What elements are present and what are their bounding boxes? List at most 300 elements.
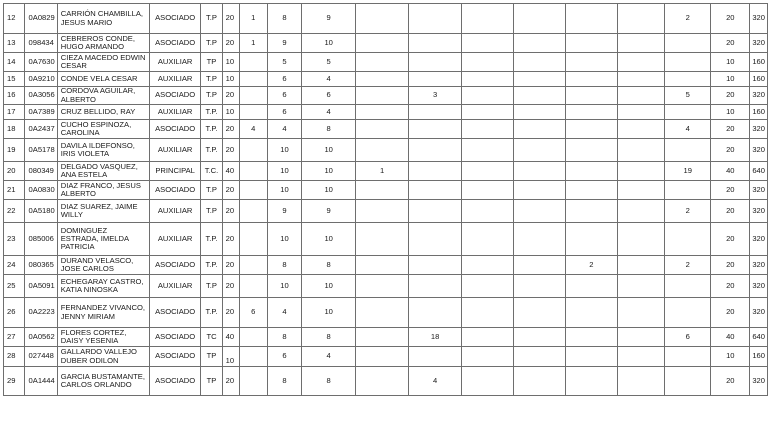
cell-c9 — [618, 4, 665, 34]
teacher-code: 0A0562 — [24, 328, 57, 347]
cell-c9 — [618, 162, 665, 181]
cell-c4 — [355, 298, 408, 328]
hours: 20 — [222, 4, 239, 34]
cell-c12: 320 — [750, 298, 768, 328]
category: AUXILIAR — [149, 139, 200, 162]
category: AUXILIAR — [149, 223, 200, 256]
regime: T.P — [201, 72, 222, 87]
hours: 10 — [222, 53, 239, 72]
cell-c6 — [461, 139, 513, 162]
table-row — [4, 72, 768, 87]
cell-c8: 2 — [565, 256, 618, 275]
cell-c12: 320 — [750, 367, 768, 396]
cell-c9 — [618, 347, 665, 367]
teacher-name: DURAND VELASCO, JOSE CARLOS — [57, 256, 149, 275]
cell-c5 — [409, 105, 462, 120]
teacher-name: DELGADO VASQUEZ, ANA ESTELA — [57, 162, 149, 181]
cell-c5: 18 — [409, 328, 462, 347]
table-row — [4, 367, 768, 396]
cell-c7 — [513, 34, 565, 53]
cell-c8 — [565, 4, 618, 34]
cell-c3: 8 — [302, 367, 355, 396]
cell-c3: 9 — [302, 200, 355, 223]
cell-c6 — [461, 328, 513, 347]
row-number: 15 — [4, 72, 25, 87]
hours: 20 — [222, 139, 239, 162]
cell-c11: 20 — [711, 4, 750, 34]
regime: T.P — [201, 181, 222, 200]
cell-c11: 40 — [711, 328, 750, 347]
teacher-code: 027448 — [24, 347, 57, 367]
regime: T.P. — [201, 298, 222, 328]
cell-c5 — [409, 53, 462, 72]
cell-c10 — [665, 53, 711, 72]
regime: T.P. — [201, 139, 222, 162]
cell-c9 — [618, 87, 665, 105]
table-row — [4, 162, 768, 181]
category: AUXILIAR — [149, 53, 200, 72]
hours: 20 — [222, 120, 239, 139]
table-row — [4, 328, 768, 347]
cell-c7 — [513, 328, 565, 347]
table-row — [4, 200, 768, 223]
category: ASOCIADO — [149, 256, 200, 275]
cell-c8 — [565, 105, 618, 120]
teacher-name: CORDOVA AGUILAR, ALBERTO — [57, 87, 149, 105]
cell-c8 — [565, 120, 618, 139]
cell-c1 — [239, 200, 267, 223]
cell-c12: 320 — [750, 34, 768, 53]
cell-c3: 8 — [302, 328, 355, 347]
cell-c12: 640 — [750, 328, 768, 347]
regime: T.P — [201, 200, 222, 223]
cell-c3: 10 — [302, 181, 355, 200]
teacher-name: CONDE VELA CESAR — [57, 72, 149, 87]
cell-c5 — [409, 181, 462, 200]
category: ASOCIADO — [149, 4, 200, 34]
regime: TP — [201, 347, 222, 367]
category: AUXILIAR — [149, 200, 200, 223]
teacher-code: 098434 — [24, 34, 57, 53]
regime: T.C. — [201, 162, 222, 181]
table-row — [4, 105, 768, 120]
cell-c11: 20 — [711, 120, 750, 139]
category: ASOCIADO — [149, 347, 200, 367]
cell-c5 — [409, 34, 462, 53]
cell-c8 — [565, 139, 618, 162]
cell-c1 — [239, 139, 267, 162]
cell-c8 — [565, 328, 618, 347]
cell-c5 — [409, 347, 462, 367]
row-number: 29 — [4, 367, 25, 396]
cell-c10 — [665, 347, 711, 367]
row-number: 24 — [4, 256, 25, 275]
cell-c12: 640 — [750, 162, 768, 181]
table-row — [4, 181, 768, 200]
row-number: 23 — [4, 223, 25, 256]
hours: 20 — [222, 181, 239, 200]
cell-c1 — [239, 162, 267, 181]
cell-c7 — [513, 162, 565, 181]
cell-c12: 160 — [750, 347, 768, 367]
table-row — [4, 34, 768, 53]
cell-c5 — [409, 4, 462, 34]
cell-c8 — [565, 367, 618, 396]
cell-c2: 6 — [267, 347, 302, 367]
cell-c11: 20 — [711, 200, 750, 223]
teacher-name: GARCIA BUSTAMANTE, CARLOS ORLANDO — [57, 367, 149, 396]
cell-c5 — [409, 223, 462, 256]
cell-c4 — [355, 200, 408, 223]
table-row — [4, 139, 768, 162]
cell-c2: 8 — [267, 367, 302, 396]
row-number: 13 — [4, 34, 25, 53]
table-row — [4, 256, 768, 275]
cell-c7 — [513, 120, 565, 139]
regime: T.P. — [201, 105, 222, 120]
regime: T.P — [201, 4, 222, 34]
cell-c9 — [618, 139, 665, 162]
teacher-name: CRUZ BELLIDO, RAY — [57, 105, 149, 120]
cell-c6 — [461, 120, 513, 139]
cell-c10: 5 — [665, 87, 711, 105]
cell-c2: 8 — [267, 4, 302, 34]
teacher-code: 0A2437 — [24, 120, 57, 139]
cell-c1: 1 — [239, 4, 267, 34]
teacher-name: DOMINGUEZ ESTRADA, IMELDA PATRICIA — [57, 223, 149, 256]
cell-c12: 320 — [750, 87, 768, 105]
regime: T.P. — [201, 256, 222, 275]
cell-c9 — [618, 72, 665, 87]
cell-c1 — [239, 275, 267, 298]
row-number: 28 — [4, 347, 25, 367]
cell-c5 — [409, 72, 462, 87]
hours: 20 — [222, 34, 239, 53]
cell-c12: 320 — [750, 120, 768, 139]
category: ASOCIADO — [149, 120, 200, 139]
hours: 20 — [222, 367, 239, 396]
teacher-code: 0A0830 — [24, 181, 57, 200]
cell-c3: 9 — [302, 4, 355, 34]
teacher-code: 0A3056 — [24, 87, 57, 105]
cell-c8 — [565, 298, 618, 328]
cell-c2: 10 — [267, 181, 302, 200]
row-number: 22 — [4, 200, 25, 223]
cell-c7 — [513, 53, 565, 72]
regime: TP — [201, 53, 222, 72]
hours: 20 — [222, 298, 239, 328]
cell-c5 — [409, 200, 462, 223]
cell-c2: 8 — [267, 256, 302, 275]
teacher-code: 085006 — [24, 223, 57, 256]
category: AUXILIAR — [149, 72, 200, 87]
table-row — [4, 347, 768, 367]
cell-c12: 320 — [750, 256, 768, 275]
teacher-code: 0A7389 — [24, 105, 57, 120]
cell-c3: 4 — [302, 72, 355, 87]
cell-c5 — [409, 256, 462, 275]
cell-c6 — [461, 298, 513, 328]
cell-c2: 10 — [267, 223, 302, 256]
teacher-code: 0A5091 — [24, 275, 57, 298]
row-number: 27 — [4, 328, 25, 347]
cell-c6 — [461, 162, 513, 181]
cell-c6 — [461, 53, 513, 72]
regime: T.P — [201, 34, 222, 53]
cell-c10 — [665, 72, 711, 87]
teacher-name: CEBREROS CONDE, HUGO ARMANDO — [57, 34, 149, 53]
cell-c4 — [355, 72, 408, 87]
regime: TP — [201, 367, 222, 396]
hours: 40 — [222, 162, 239, 181]
cell-c11: 20 — [711, 139, 750, 162]
cell-c5 — [409, 162, 462, 181]
cell-c10: 2 — [665, 200, 711, 223]
table-row — [4, 53, 768, 72]
cell-c8 — [565, 200, 618, 223]
hours: 20 — [222, 275, 239, 298]
cell-c5: 3 — [409, 87, 462, 105]
cell-c1 — [239, 328, 267, 347]
teacher-name: FERNANDEZ VIVANCO, JENNY MIRIAM — [57, 298, 149, 328]
row-number: 17 — [4, 105, 25, 120]
cell-c1 — [239, 223, 267, 256]
cell-c3: 10 — [302, 298, 355, 328]
teacher-name: DIAZ SUAREZ, JAIME WILLY — [57, 200, 149, 223]
cell-c5 — [409, 275, 462, 298]
cell-c9 — [618, 34, 665, 53]
cell-c12: 320 — [750, 181, 768, 200]
cell-c8 — [565, 162, 618, 181]
row-number: 19 — [4, 139, 25, 162]
cell-c6 — [461, 367, 513, 396]
cell-c8 — [565, 275, 618, 298]
cell-c10 — [665, 139, 711, 162]
category: ASOCIADO — [149, 181, 200, 200]
cell-c11: 20 — [711, 87, 750, 105]
cell-c3: 4 — [302, 105, 355, 120]
cell-c4 — [355, 223, 408, 256]
cell-c11: 10 — [711, 105, 750, 120]
cell-c10 — [665, 367, 711, 396]
cell-c5 — [409, 298, 462, 328]
cell-c9 — [618, 328, 665, 347]
cell-c6 — [461, 87, 513, 105]
teacher-name: DAVILA ILDEFONSO, IRIS VIOLETA — [57, 139, 149, 162]
teacher-name: GALLARDO VALLEJO DUBER ODILON — [57, 347, 149, 367]
cell-c11: 20 — [711, 367, 750, 396]
table-row — [4, 275, 768, 298]
cell-c7 — [513, 105, 565, 120]
teacher-code: 0A1444 — [24, 367, 57, 396]
cell-c6 — [461, 200, 513, 223]
cell-c4 — [355, 87, 408, 105]
cell-c8 — [565, 181, 618, 200]
regime: T.P — [201, 87, 222, 105]
cell-c5: 4 — [409, 367, 462, 396]
cell-c10 — [665, 275, 711, 298]
cell-c6 — [461, 34, 513, 53]
cell-c7 — [513, 367, 565, 396]
cell-c1 — [239, 105, 267, 120]
cell-c2: 10 — [267, 139, 302, 162]
table-row — [4, 4, 768, 34]
cell-c4 — [355, 347, 408, 367]
teacher-name: CARRIÓN CHAMBILLA, JESUS MARIO — [57, 4, 149, 34]
cell-c3: 10 — [302, 275, 355, 298]
cell-c12: 320 — [750, 275, 768, 298]
cell-c5 — [409, 120, 462, 139]
cell-c2: 10 — [267, 275, 302, 298]
teacher-code: 080349 — [24, 162, 57, 181]
cell-c2: 8 — [267, 328, 302, 347]
row-number: 12 — [4, 4, 25, 34]
cell-c9 — [618, 53, 665, 72]
teacher-code: 0A7630 — [24, 53, 57, 72]
cell-c11: 40 — [711, 162, 750, 181]
cell-c3: 6 — [302, 87, 355, 105]
cell-c10 — [665, 34, 711, 53]
cell-c12: 320 — [750, 139, 768, 162]
row-number: 20 — [4, 162, 25, 181]
cell-c10 — [665, 223, 711, 256]
regime: T.P. — [201, 223, 222, 256]
cell-c2: 9 — [267, 34, 302, 53]
table-body — [4, 4, 768, 396]
teacher-code: 080365 — [24, 256, 57, 275]
cell-c8 — [565, 347, 618, 367]
cell-c4 — [355, 105, 408, 120]
cell-c12: 160 — [750, 105, 768, 120]
cell-c1: 1 — [239, 34, 267, 53]
cell-c6 — [461, 105, 513, 120]
hours: 10 — [222, 105, 239, 120]
category: ASOCIADO — [149, 298, 200, 328]
cell-c5 — [409, 139, 462, 162]
cell-c11: 10 — [711, 53, 750, 72]
cell-c2: 6 — [267, 72, 302, 87]
cell-c1 — [239, 367, 267, 396]
cell-c4: 1 — [355, 162, 408, 181]
cell-c6 — [461, 347, 513, 367]
cell-c4 — [355, 181, 408, 200]
row-number: 14 — [4, 53, 25, 72]
cell-c8 — [565, 223, 618, 256]
cell-c3: 10 — [302, 34, 355, 53]
cell-c4 — [355, 328, 408, 347]
cell-c9 — [618, 200, 665, 223]
cell-c10: 6 — [665, 328, 711, 347]
cell-c7 — [513, 275, 565, 298]
cell-c8 — [565, 53, 618, 72]
table-row — [4, 298, 768, 328]
cell-c9 — [618, 120, 665, 139]
cell-c8 — [565, 72, 618, 87]
category: ASOCIADO — [149, 328, 200, 347]
teacher-code: 0A2223 — [24, 298, 57, 328]
cell-c6 — [461, 256, 513, 275]
row-number: 26 — [4, 298, 25, 328]
cell-c1 — [239, 72, 267, 87]
cell-c9 — [618, 275, 665, 298]
cell-c1 — [239, 181, 267, 200]
cell-c9 — [618, 181, 665, 200]
cell-c2: 10 — [267, 162, 302, 181]
teacher-name: DIAZ FRANCO, JESUS ALBERTO — [57, 181, 149, 200]
cell-c8 — [565, 34, 618, 53]
cell-c7 — [513, 298, 565, 328]
regime: T.P. — [201, 120, 222, 139]
cell-c1 — [239, 53, 267, 72]
regime: T.P — [201, 275, 222, 298]
category: AUXILIAR — [149, 105, 200, 120]
row-number: 25 — [4, 275, 25, 298]
table-row — [4, 223, 768, 256]
cell-c4 — [355, 256, 408, 275]
cell-c8 — [565, 87, 618, 105]
cell-c9 — [618, 367, 665, 396]
cell-c12: 160 — [750, 72, 768, 87]
cell-c7 — [513, 223, 565, 256]
teaching-load-table — [3, 3, 768, 396]
row-number: 21 — [4, 181, 25, 200]
teacher-code: 0A5180 — [24, 200, 57, 223]
cell-c4 — [355, 120, 408, 139]
cell-c6 — [461, 275, 513, 298]
cell-c11: 20 — [711, 223, 750, 256]
hours: 20 — [222, 256, 239, 275]
cell-c1 — [239, 256, 267, 275]
cell-c1: 6 — [239, 298, 267, 328]
cell-c2: 6 — [267, 105, 302, 120]
cell-c3: 8 — [302, 120, 355, 139]
cell-c12: 320 — [750, 4, 768, 34]
row-number: 16 — [4, 87, 25, 105]
cell-c11: 20 — [711, 275, 750, 298]
cell-c12: 320 — [750, 223, 768, 256]
cell-c6 — [461, 4, 513, 34]
category: AUXILIAR — [149, 275, 200, 298]
hours: 10 — [222, 347, 239, 367]
cell-c11: 10 — [711, 347, 750, 367]
cell-c4 — [355, 4, 408, 34]
cell-c7 — [513, 200, 565, 223]
cell-c11: 20 — [711, 34, 750, 53]
cell-c2: 4 — [267, 298, 302, 328]
hours: 20 — [222, 200, 239, 223]
teacher-code: 0A0829 — [24, 4, 57, 34]
cell-c3: 4 — [302, 347, 355, 367]
cell-c10 — [665, 181, 711, 200]
cell-c9 — [618, 298, 665, 328]
cell-c2: 5 — [267, 53, 302, 72]
cell-c6 — [461, 181, 513, 200]
regime: TC — [201, 328, 222, 347]
cell-c4 — [355, 34, 408, 53]
cell-c11: 20 — [711, 298, 750, 328]
cell-c1 — [239, 347, 267, 367]
cell-c9 — [618, 256, 665, 275]
cell-c7 — [513, 72, 565, 87]
cell-c10: 4 — [665, 120, 711, 139]
cell-c11: 20 — [711, 256, 750, 275]
cell-c7 — [513, 347, 565, 367]
cell-c7 — [513, 139, 565, 162]
cell-c3: 5 — [302, 53, 355, 72]
cell-c12: 320 — [750, 200, 768, 223]
cell-c7 — [513, 87, 565, 105]
teacher-name: CIEZA MACEDO EDWIN CESAR — [57, 53, 149, 72]
